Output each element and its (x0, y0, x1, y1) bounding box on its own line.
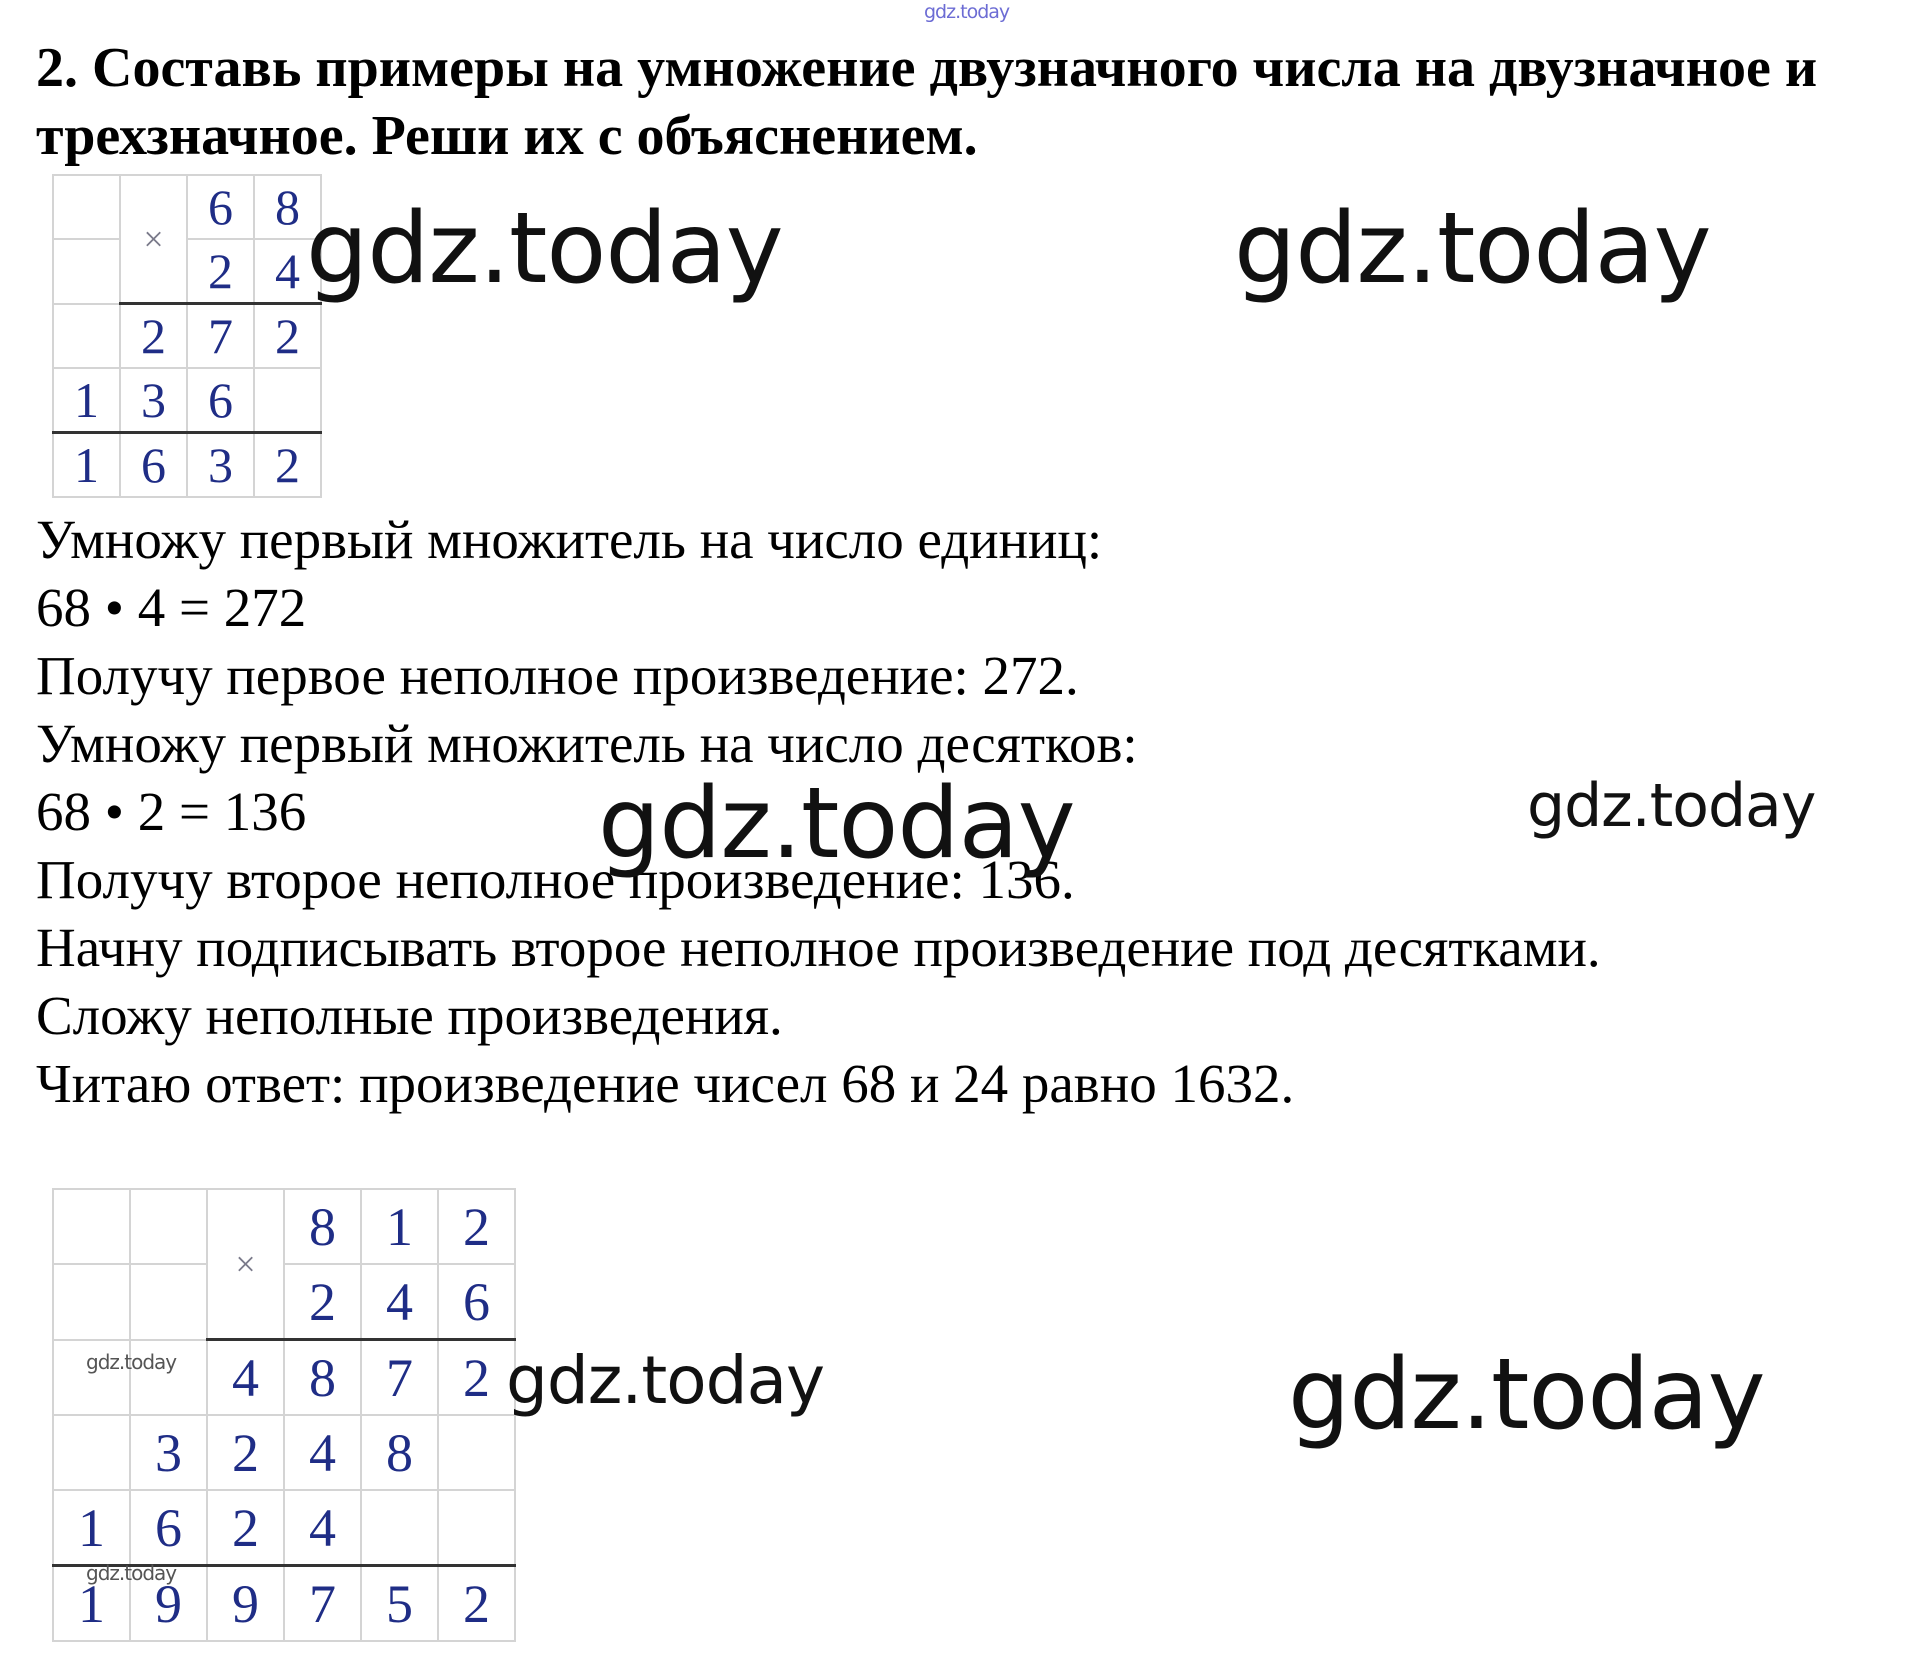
grid-cell: 3 (130, 1415, 207, 1490)
multiplication-grid-68x24 (52, 174, 322, 498)
grid-cell: 4 (361, 1264, 438, 1340)
grid-cell: 6 (187, 175, 254, 239)
grid-cell (53, 1264, 130, 1340)
grid-cell: 4 (254, 239, 321, 304)
explanation-line: 68 • 2 = 136 (36, 781, 307, 842)
grid-cell (130, 1264, 207, 1340)
watermark: gdz.today (1288, 1338, 1765, 1452)
grid-cell: 8 (284, 1189, 361, 1264)
explanation-line: 68 • 4 = 272 (36, 577, 307, 638)
watermark: gdz.today (306, 192, 783, 306)
task-title (36, 34, 1916, 170)
watermark: gdz.today (1527, 771, 1816, 841)
watermark: gdz.today (506, 1342, 825, 1419)
explanation-line: Начну подписывать второе неполное произведение под десятками. (36, 917, 1601, 978)
grid-cell: 8 (284, 1340, 361, 1416)
grid-cell: 7 (187, 304, 254, 369)
watermark: gdz.today (86, 1350, 177, 1374)
grid-cell: 2 (438, 1566, 515, 1642)
grid-cell: 3 (120, 368, 187, 433)
watermark: gdz.today (598, 767, 1075, 881)
grid-cell: 2 (284, 1264, 361, 1340)
grid-cell: 2 (120, 304, 187, 369)
grid-cell: 5 (361, 1566, 438, 1642)
grid-cell: 2 (438, 1340, 515, 1416)
grid-cell: 2 (207, 1490, 284, 1566)
explanation-line: Получу первое неполное произведение: 272. (36, 645, 1079, 706)
explanation-line: Умножу первый множитель на число десятков: (36, 713, 1138, 774)
grid-cell: 8 (254, 175, 321, 239)
grid-cell: 9 (207, 1566, 284, 1642)
grid-cell: 6 (120, 433, 187, 498)
explanation-line: Умножу первый множитель на число единиц: (36, 509, 1103, 570)
grid-cell: 1 (53, 433, 120, 498)
grid-cell (53, 1189, 130, 1264)
grid-cell: 7 (284, 1566, 361, 1642)
grid-cell: 1 (53, 1490, 130, 1566)
grid-cell: 4 (284, 1415, 361, 1490)
grid-cell (53, 1415, 130, 1490)
grid-cell: 1 (53, 1566, 130, 1642)
multiply-sign: × (207, 1189, 284, 1340)
task-title-line-2: трехзначное. Реши их с объяснением. (36, 105, 978, 167)
grid-cell (438, 1490, 515, 1566)
grid-cell (53, 304, 120, 369)
grid-cell (438, 1415, 515, 1490)
grid-cell: 7 (361, 1340, 438, 1416)
watermark: gdz.today (1234, 192, 1711, 306)
grid-cell: 9 (130, 1566, 207, 1642)
multiply-sign: × (120, 175, 187, 304)
grid-cell (53, 175, 120, 239)
grid-cell: 1 (53, 368, 120, 433)
grid-cell: 2 (187, 239, 254, 304)
grid-cell: 8 (361, 1415, 438, 1490)
grid-cell: 2 (254, 304, 321, 369)
grid-cell: 6 (187, 368, 254, 433)
header-watermark: gdz.today (924, 1, 1010, 23)
watermark: gdz.today (86, 1561, 177, 1585)
grid-cell: 2 (438, 1189, 515, 1264)
grid-cell: 2 (207, 1415, 284, 1490)
task-title-line-1: 2. Составь примеры на умножение двузначного числа на двузначное и (36, 37, 1818, 99)
grid-cell: 6 (438, 1264, 515, 1340)
explanation-line: Получу второе неполное произведение: 136. (36, 849, 1075, 910)
grid-cell: 2 (254, 433, 321, 498)
grid-cell: 3 (187, 433, 254, 498)
grid-cell: 1 (361, 1189, 438, 1264)
grid-cell: 4 (207, 1340, 284, 1416)
grid-cell (53, 239, 120, 304)
explanation-line: Читаю ответ: произведение чисел 68 и 24 равно 1632. (36, 1053, 1295, 1114)
grid-cell: 4 (284, 1490, 361, 1566)
grid-cell (130, 1189, 207, 1264)
grid-cell (254, 368, 321, 433)
explanation-line: Сложу неполные произведения. (36, 985, 783, 1046)
grid-cell: 6 (130, 1490, 207, 1566)
grid-cell (361, 1490, 438, 1566)
